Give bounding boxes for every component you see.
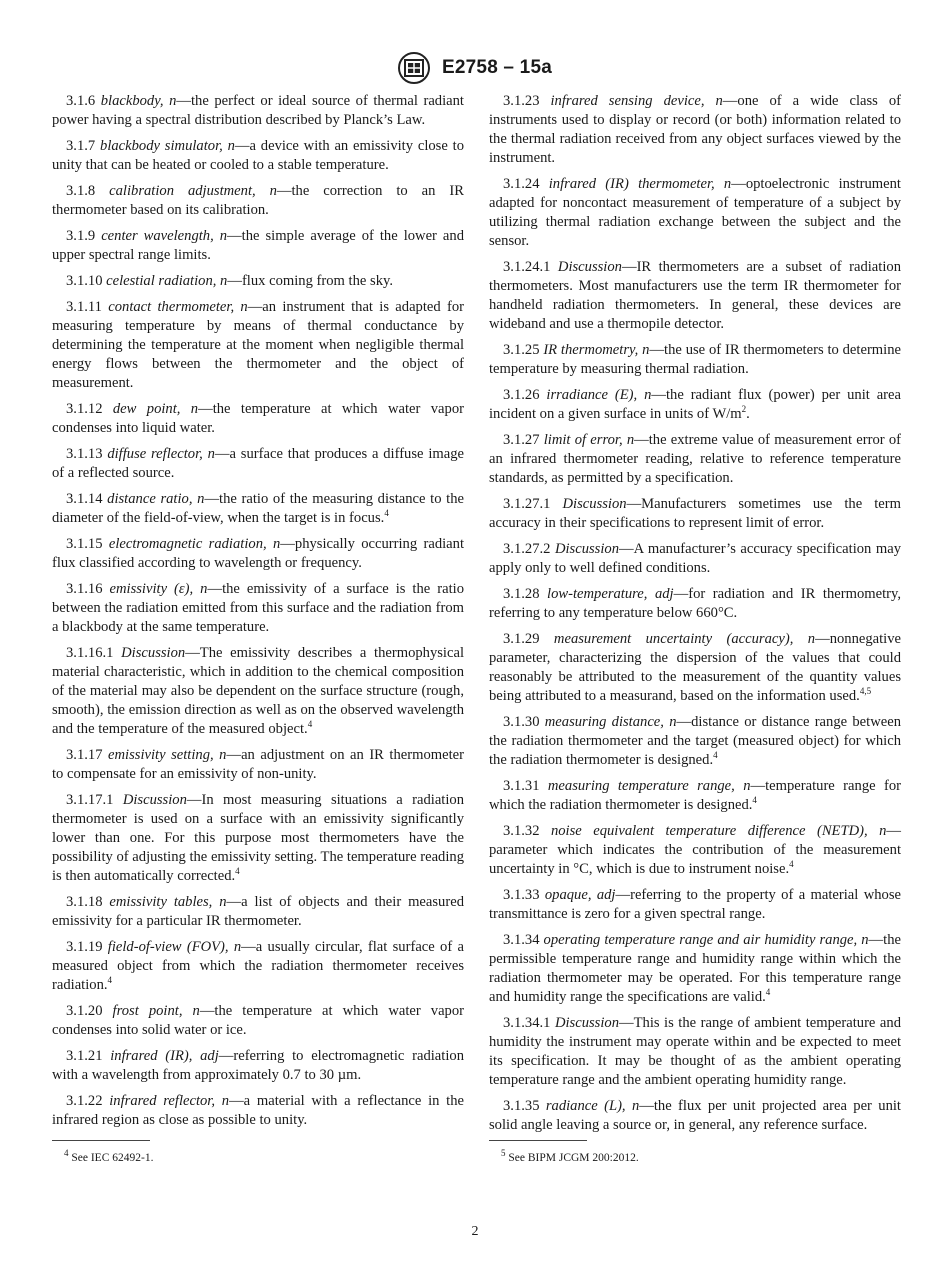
footnote-5 — [501, 1148, 639, 1165]
footnote-ref: 4 — [765, 987, 771, 998]
entry-body: —This is the range of ambient temperature and humidity the instrument may operate within and be expected to meet its specification. It may be thought of as the ambient operating temperature range and the ambient operating humidity range. — [489, 1015, 901, 1088]
entry-body: —physically occurring radiant flux classified according to wavelength or frequency. — [52, 536, 465, 571]
entry-number: 3.1.25 — [503, 342, 540, 358]
definition-entry — [52, 298, 464, 393]
entry-body: —the emissivity of a surface is the ratio between the radiation emitted from this surface and the radiation from a blackbody at the same temperature. — [52, 581, 465, 635]
entry-term: calibration adjustment, n — [109, 183, 277, 199]
entry-number: 3.1.14 — [66, 491, 103, 507]
entry-number: 3.1.23 — [503, 93, 540, 109]
footnote-ref: 4 — [713, 750, 718, 761]
entry-body: —referring to electromagnetic radiation with a wavelength from approximately 0.7 to 30 µm. — [52, 1048, 464, 1083]
entry-number: 3.1.29 — [503, 631, 540, 647]
entry-number: 3.1.34.1 — [503, 1015, 551, 1031]
entry-body: —parameter which indicates the contribution of the measurement uncertainty in °C, which is due to instrument noise. — [489, 823, 901, 877]
definition-entry — [52, 1047, 464, 1085]
entry-body: —an instrument that is adapted for measuring temperature by means of thermal conductance by determining the temperature at the moment when negligible thermal energy flows between the thermometer and the object of measurement. — [52, 299, 464, 391]
entry-number: 3.1.26 — [503, 387, 540, 403]
definition-entry — [52, 644, 464, 739]
entry-body: —the ratio of the measuring distance to the diameter of the field-of-view, when the target is in focus. — [52, 491, 464, 526]
entry-body: —a usually circular, flat surface of a measured object from which the radiation thermometer receives radiation. — [52, 939, 464, 993]
entry-body: —the radiant flux (power) per unit area incident on a given surface in units of W/m — [489, 387, 901, 422]
definition-entry — [52, 580, 464, 637]
entry-term: emissivity setting, n — [108, 747, 227, 763]
entry-term: Discussion — [562, 496, 627, 512]
footnote-ref: 4 — [789, 859, 794, 870]
footnote-mark: 5 — [501, 1148, 506, 1159]
entry-body: —A manufacturer’s accuracy specification may apply only to well defined conditions. — [489, 541, 901, 576]
definition-entry — [489, 931, 901, 1007]
definition-entry — [489, 341, 901, 379]
entry-body: —temperature range for which the radiation thermometer is designed. — [489, 778, 902, 813]
entry-number: 3.1.32 — [503, 823, 540, 839]
definition-entry — [489, 175, 901, 251]
entry-body: —the temperature at which water vapor condenses into solid water or ice. — [52, 1003, 465, 1038]
entry-number: 3.1.8 — [66, 183, 96, 199]
entry-number: 3.1.18 — [66, 894, 103, 910]
entry-body: —a device with an emissivity close to unity that can be heated or cooled to a stable temperature. — [52, 138, 464, 173]
entry-body: —distance or distance range between the radiation thermometer and the target (measured object) for which the radiation thermometer is designed. — [489, 714, 901, 768]
definition-entry — [52, 490, 464, 528]
entry-term: field-of-view (FOV), n — [107, 939, 242, 955]
entry-term: measuring distance, n — [544, 714, 677, 730]
footnote-ref: 4 — [307, 719, 313, 730]
entry-term: dew point, n — [112, 401, 199, 417]
entry-body: —Manufacturers sometimes use the term accuracy in their specifications to represent limit of error. — [489, 496, 901, 531]
definition-entry — [52, 746, 464, 784]
entry-term: blackbody simulator, n — [100, 138, 235, 154]
entry-term: blackbody, n — [100, 93, 177, 109]
definition-entry — [489, 1014, 901, 1090]
entry-body: —one of a wide class of instruments used to display or record (or both) information related to the thermal radiation received from any object surfaces viewed by the instrument. — [489, 93, 902, 166]
definition-entry — [489, 258, 901, 334]
entry-body: —a surface that produces a diffuse image of a reflected source. — [52, 446, 464, 481]
definition-entry — [52, 938, 464, 995]
entry-body: —the correction to an IR thermometer based on its calibration. — [52, 183, 464, 218]
entry-body: —the perfect or ideal source of thermal radiant power having a spectral distribution described by Planck’s Law. — [52, 93, 464, 128]
entry-term: Discussion — [122, 792, 187, 808]
entry-term: contact thermometer, n — [108, 299, 248, 315]
entry-term: noise equivalent temperature difference (NETD), n — [550, 823, 887, 839]
entry-term: low-temperature, adj — [547, 586, 674, 602]
entry-term: measurement uncertainty (accuracy), n — [553, 631, 816, 647]
entry-term: center wavelength, n — [101, 228, 228, 244]
entry-number: 3.1.24.1 — [503, 259, 551, 275]
entry-number: 3.1.16 — [66, 581, 103, 597]
entry-body: —a list of objects and their measured emissivity for a particular IR thermometer. — [52, 894, 464, 929]
definition-entry — [52, 400, 464, 438]
entry-term: Discussion — [121, 645, 186, 661]
definition-entry — [52, 182, 464, 220]
footnote-ref: 4 — [235, 866, 240, 877]
entry-number: 3.1.17.1 — [66, 792, 114, 808]
astm-logo-icon — [398, 52, 430, 84]
entry-number: 3.1.28 — [503, 586, 540, 602]
definition-entry — [489, 92, 901, 168]
entry-number: 3.1.27 — [503, 432, 540, 448]
footnote-ref: 4 — [752, 795, 757, 806]
definition-entry — [52, 137, 464, 175]
entry-number: 3.1.24 — [503, 176, 540, 192]
definition-entry — [489, 540, 901, 578]
entry-term: electromagnetic radiation, n — [108, 536, 281, 552]
definition-entry — [52, 1092, 464, 1130]
definition-entry — [52, 445, 464, 483]
entry-term: distance ratio, n — [107, 491, 205, 507]
entry-number: 3.1.34 — [503, 932, 540, 948]
entry-number: 3.1.15 — [66, 536, 103, 552]
footnote-divider — [52, 1140, 150, 1141]
entry-body: —for radiation and IR thermometry, referring to any temperature below 660°C. — [489, 586, 901, 621]
footnote-ref: 2 — [741, 404, 747, 415]
entry-body: —an adjustment on an IR thermometer to compensate for an emissivity of non-unity. — [52, 747, 464, 782]
footnote-text: See BIPM JCGM 200:2012. — [505, 1152, 639, 1164]
definition-entry — [489, 886, 901, 924]
definition-entry — [52, 893, 464, 931]
entry-body: —flux coming from the sky. — [227, 273, 393, 289]
entry-body: —the extreme value of measurement error of an infrared thermometer reading, relative to reference temperature standards, as permitted by a specification. — [489, 432, 901, 486]
definition-entry — [52, 272, 464, 291]
entry-body: —optoelectronic instrument adapted for noncontact measurement of temperature of a subject by utilizing thermal radiation exchange between the subject and the sensor. — [489, 176, 901, 249]
entry-term: radiance (L), n — [545, 1098, 640, 1114]
entry-number: 3.1.33 — [503, 887, 540, 903]
definition-entry — [52, 92, 464, 130]
entry-term: opaque, adj — [544, 887, 616, 903]
entry-body: —the simple average of the lower and upper spectral range limits. — [52, 228, 464, 263]
left-column — [52, 92, 464, 1137]
entry-number: 3.1.31 — [503, 778, 540, 794]
page-number: 2 — [471, 1224, 479, 1239]
entry-term: operating temperature range and air humidity range, n — [543, 932, 869, 948]
entry-body: —a material with a reflectance in the infrared region as close as possible to unity. — [52, 1093, 464, 1128]
entry-body: —the use of IR thermometers to determine temperature by measuring thermal radiation. — [489, 342, 901, 377]
entry-term: emissivity (ε), n — [109, 581, 208, 597]
footnote-divider — [489, 1140, 587, 1141]
entry-body: —IR thermometers are a subset of radiation thermometers. Most manufacturers use the term IR thermometer for handheld radiation thermometers. In general, these devices are wideband and use a thermopile detector. — [489, 259, 901, 332]
entry-term: measuring temperature range, n — [547, 778, 751, 794]
definition-entry — [489, 495, 901, 533]
entry-number: 3.1.19 — [66, 939, 103, 955]
entry-number: 3.1.20 — [66, 1003, 103, 1019]
entry-number: 3.1.30 — [503, 714, 540, 730]
footnote-ref: 4 — [384, 508, 389, 519]
designation: E2758 – 15a — [442, 57, 552, 78]
right-column — [489, 92, 901, 1142]
entry-number: 3.1.27.1 — [503, 496, 551, 512]
entry-term: infrared (IR), adj — [110, 1048, 219, 1064]
entry-body: —The emissivity describes a thermophysical material characteristic, which in addition to the chemical composition of the material may also be dependent on the surface structure (rough, smooth), the emission direction as well as on the observed wavelength and the temperature of the measured object. — [52, 645, 465, 737]
entry-body: —the permissible temperature range and humidity range within which the radiation thermometer may be operated. For this temperature range and humidity range the specifications are valid. — [489, 932, 901, 1005]
entry-term: Discussion — [554, 541, 620, 557]
footnote-4 — [64, 1148, 154, 1165]
entry-number: 3.1.35 — [503, 1098, 540, 1114]
entry-number: 3.1.21 — [66, 1048, 103, 1064]
entry-number: 3.1.7 — [66, 138, 96, 154]
definition-entry — [489, 822, 901, 879]
footnote-text: See IEC 62492-1. — [68, 1152, 154, 1164]
entry-term: celestial radiation, n — [106, 273, 228, 289]
definition-entry — [489, 431, 901, 488]
entry-body: —the flux per unit projected area per unit solid angle leaving a source or, in general, any reference surface. — [489, 1098, 901, 1133]
footnote-ref: 4,5 — [859, 686, 872, 697]
page-header — [0, 52, 950, 84]
footnote-ref: 4 — [107, 975, 113, 986]
entry-number: 3.1.10 — [66, 273, 103, 289]
entry-term: infrared reflector, n — [109, 1093, 230, 1109]
definition-entry — [489, 1097, 901, 1135]
entry-number: 3.1.27.2 — [503, 541, 551, 557]
entry-term: IR thermometry, n — [543, 342, 650, 358]
entry-term: infrared sensing device, n — [550, 93, 723, 109]
entry-number: 3.1.16.1 — [66, 645, 114, 661]
entry-term: limit of error, n — [543, 432, 635, 448]
entry-body: —nonnegative parameter, characterizing the dispersion of the values that could reasonably be attributed to the measurement of the quantity values being attributed to a measurand, based on the information used. — [489, 631, 902, 704]
entry-term: irradiance (E), n — [546, 387, 652, 403]
entry-number: 3.1.22 — [66, 1093, 103, 1109]
definition-entry — [52, 1002, 464, 1040]
entry-term: diffuse reflector, n — [107, 446, 215, 462]
definition-entry — [489, 630, 901, 706]
entry-body: —referring to the property of a material whose transmittance is zero for a given spectral range. — [489, 887, 901, 922]
entry-term: emissivity tables, n — [109, 894, 227, 910]
definition-entry — [489, 585, 901, 623]
definition-entry — [52, 535, 464, 573]
entry-body: —In most measuring situations a radiation thermometer is used on a surface with an emissivity significantly lower than one. For this purpose most thermometers have the possibility of adjusting the emissivity setting. The temperature reading is then automatically corrected. — [52, 792, 464, 884]
entry-number: 3.1.6 — [66, 93, 96, 109]
definition-entry — [52, 791, 464, 886]
definition-entry — [489, 777, 901, 815]
entry-number: 3.1.11 — [66, 299, 102, 315]
entry-term: Discussion — [557, 259, 622, 275]
entry-number: 3.1.17 — [66, 747, 103, 763]
footnote-mark: 4 — [64, 1148, 69, 1159]
definition-entry — [52, 227, 464, 265]
definition-entry — [489, 386, 901, 424]
entry-number: 3.1.12 — [66, 401, 103, 417]
entry-term: frost point, n — [112, 1003, 200, 1019]
entry-body: —the temperature at which water vapor condenses into liquid water. — [52, 401, 464, 436]
entry-term: Discussion — [554, 1015, 620, 1031]
entry-term: infrared (IR) thermometer, n — [548, 176, 732, 192]
entry-number: 3.1.9 — [66, 228, 96, 244]
definition-entry — [489, 713, 901, 770]
entry-number: 3.1.13 — [66, 446, 103, 462]
entry-tail: . — [746, 406, 750, 422]
